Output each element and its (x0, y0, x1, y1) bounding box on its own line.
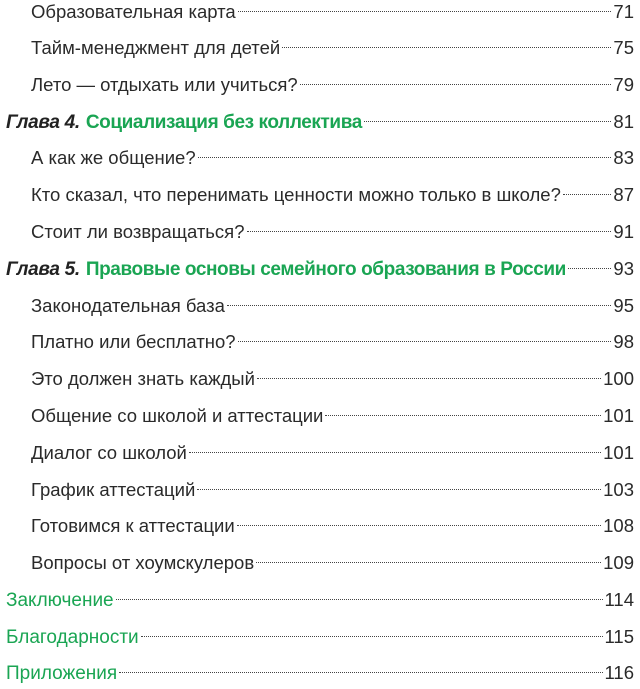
entry-title: Платно или бесплатно? (31, 331, 236, 352)
entry-title: Приложения (6, 663, 118, 684)
toc-entry[interactable] (31, 33, 634, 63)
dot-leader (197, 489, 601, 490)
page-number: 93 (613, 258, 634, 279)
entry-title: График аттестаций (31, 479, 196, 500)
page-number: 95 (613, 295, 634, 316)
toc-chapter-entry[interactable] (6, 107, 634, 137)
dot-leader (141, 636, 603, 637)
dot-leader (282, 47, 611, 48)
entry-title: Общение со школой и аттестации (31, 405, 324, 426)
dot-leader (563, 194, 612, 195)
toc-entry[interactable] (31, 291, 634, 321)
page-number: 108 (603, 515, 634, 536)
dot-leader (256, 562, 601, 563)
dot-leader (568, 268, 612, 269)
page-number: 114 (604, 589, 634, 610)
dot-leader (119, 672, 602, 673)
page-number: 100 (603, 368, 634, 389)
page-number: 87 (613, 184, 634, 205)
page-number: 109 (603, 552, 634, 573)
page-number: 75 (613, 37, 634, 58)
toc-entry[interactable] (31, 438, 634, 468)
chapter-title: Социализация без коллектива (85, 112, 362, 133)
toc-entry[interactable] (31, 143, 634, 173)
dot-leader (325, 415, 601, 416)
page-number: 101 (603, 405, 634, 426)
dot-leader (364, 121, 612, 122)
toc-entry[interactable] (31, 548, 634, 578)
dot-leader (257, 378, 601, 379)
toc-top-entry[interactable] (6, 622, 634, 652)
toc-entry[interactable] (31, 217, 634, 247)
toc-chapter-entry[interactable] (6, 254, 634, 284)
dot-leader (238, 11, 612, 12)
entry-title: Благодарности (6, 627, 139, 648)
page-number: 98 (613, 331, 634, 352)
entry-title: Кто сказал, что перенимать ценности можно только в школе? (31, 184, 561, 205)
dot-leader (237, 525, 601, 526)
page-number: 116 (604, 662, 634, 683)
entry-title: Образовательная карта (31, 1, 236, 22)
entry-title: Законодательная база (31, 295, 225, 316)
dot-leader (227, 305, 612, 306)
toc-entry[interactable] (31, 475, 634, 505)
toc-entry[interactable] (31, 401, 634, 431)
entry-title: Готовимся к аттестации (31, 515, 235, 536)
page-number: 81 (613, 111, 634, 132)
toc-entry[interactable] (31, 0, 634, 27)
toc-top-entry[interactable] (6, 658, 634, 688)
entry-title: А как же общение? (31, 147, 196, 168)
page-number: 79 (613, 74, 634, 95)
chapter-prefix: Глава 5. (6, 259, 80, 280)
page-number: 83 (613, 147, 634, 168)
toc-entry[interactable] (31, 70, 634, 100)
chapter-prefix: Глава 4. (6, 112, 80, 133)
dot-leader (300, 84, 612, 85)
page-number: 91 (613, 221, 634, 242)
page-number: 115 (604, 626, 634, 647)
entry-title: Стоит ли возвращаться? (31, 221, 245, 242)
toc-entry[interactable] (31, 511, 634, 541)
page-number: 103 (603, 479, 634, 500)
toc-entry[interactable] (31, 364, 634, 394)
dot-leader (189, 452, 601, 453)
entry-title: Тайм-менеджмент для детей (31, 37, 281, 58)
entry-title: Заключение (6, 590, 114, 611)
entry-title: Вопросы от хоумскулеров (31, 552, 255, 573)
toc-entry[interactable] (31, 327, 634, 357)
page-number: 71 (613, 1, 634, 22)
dot-leader (116, 599, 603, 600)
dot-leader (238, 341, 612, 342)
toc-top-entry[interactable] (6, 585, 634, 615)
entry-title: Диалог со школой (31, 442, 187, 463)
page-number: 101 (603, 442, 634, 463)
dot-leader (198, 157, 612, 158)
dot-leader (247, 231, 612, 232)
entry-title: Это должен знать каждый (31, 368, 255, 389)
chapter-title: Правовые основы семейного образования в России (85, 259, 566, 280)
entry-title: Лето — отдыхать или учиться? (31, 74, 298, 95)
toc-entry[interactable] (31, 180, 634, 210)
